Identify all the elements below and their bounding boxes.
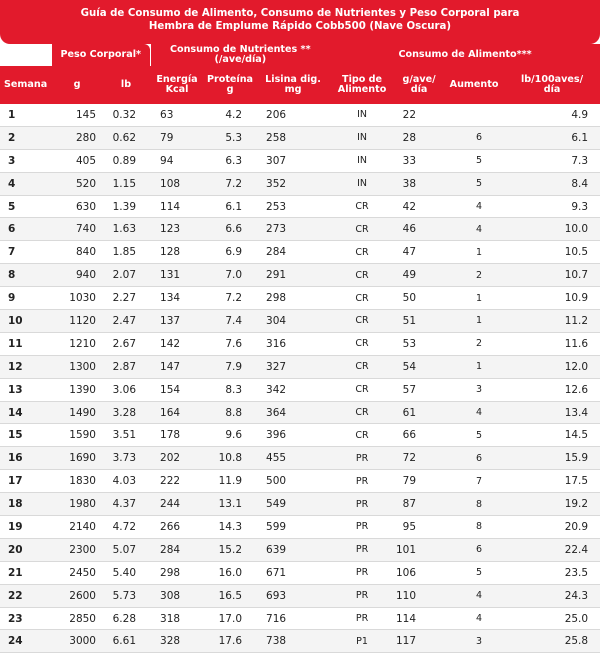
cell-peso-g: 1830 — [52, 470, 102, 493]
cell-peso-lb: 1.63 — [102, 218, 150, 241]
cell-aumento: 7 — [444, 470, 504, 493]
cell-peso-lb: 1.85 — [102, 241, 150, 264]
cell-energia: 318 — [150, 607, 204, 630]
cell-tipo-alimento: PR — [330, 584, 394, 607]
col-aumento: Aumento — [444, 66, 504, 104]
cell-energia: 123 — [150, 218, 204, 241]
cell-aumento: 5 — [444, 561, 504, 584]
cell-peso-g: 280 — [52, 126, 102, 149]
cell-tipo-alimento: PR — [330, 607, 394, 630]
cell-energia: 266 — [150, 516, 204, 539]
cell-lb-100aves-dia: 20.9 — [504, 516, 600, 539]
cell-semana: 9 — [0, 287, 52, 310]
cell-lb-100aves-dia: 19.2 — [504, 493, 600, 516]
cell-semana: 16 — [0, 447, 52, 470]
table-row — [0, 149, 600, 172]
cell-aumento: 4 — [444, 607, 504, 630]
cell-peso-lb: 4.03 — [102, 470, 150, 493]
cell-peso-g: 2850 — [52, 607, 102, 630]
cell-tipo-alimento: IN — [330, 172, 394, 195]
cell-tipo-alimento: IN — [330, 149, 394, 172]
cell-peso-lb: 3.73 — [102, 447, 150, 470]
cell-aumento: 1 — [444, 310, 504, 333]
cell-semana: 24 — [0, 630, 52, 653]
column-header-row — [0, 66, 600, 104]
cell-lb-100aves-dia: 10.5 — [504, 241, 600, 264]
cell-lb-100aves-dia: 12.0 — [504, 355, 600, 378]
cell-energia: 202 — [150, 447, 204, 470]
cell-aumento: 3 — [444, 630, 504, 653]
cell-energia: 222 — [150, 470, 204, 493]
cell-aumento: 2 — [444, 332, 504, 355]
cell-proteina: 4.2 — [204, 104, 256, 126]
cell-peso-g: 1690 — [52, 447, 102, 470]
cell-aumento: 5 — [444, 149, 504, 172]
cell-tipo-alimento: IN — [330, 104, 394, 126]
cell-aumento: 8 — [444, 516, 504, 539]
cell-aumento: 1 — [444, 241, 504, 264]
cell-lisina: 316 — [256, 332, 330, 355]
cell-g-ave-dia: 50 — [394, 287, 444, 310]
cell-peso-lb: 0.32 — [102, 104, 150, 126]
cell-energia: 284 — [150, 538, 204, 561]
cell-g-ave-dia: 54 — [394, 355, 444, 378]
cell-proteina: 7.6 — [204, 332, 256, 355]
table-row — [0, 561, 600, 584]
table-row — [0, 538, 600, 561]
cell-lisina: 396 — [256, 424, 330, 447]
table-row — [0, 332, 600, 355]
cell-lb-100aves-dia: 25.0 — [504, 607, 600, 630]
cell-lb-100aves-dia: 9.3 — [504, 195, 600, 218]
cell-g-ave-dia: 117 — [394, 630, 444, 653]
col-energia-l1: Energía — [156, 73, 198, 85]
cell-semana: 3 — [0, 149, 52, 172]
cell-g-ave-dia: 106 — [394, 561, 444, 584]
cell-peso-lb: 4.72 — [102, 516, 150, 539]
table-row — [0, 516, 600, 539]
table-row — [0, 172, 600, 195]
cell-tipo-alimento: CR — [330, 401, 394, 424]
cell-lb-100aves-dia: 11.2 — [504, 310, 600, 333]
cell-lisina: 455 — [256, 447, 330, 470]
cell-lisina: 342 — [256, 378, 330, 401]
cell-lisina: 291 — [256, 264, 330, 287]
cell-peso-g: 1030 — [52, 287, 102, 310]
cell-semana: 23 — [0, 607, 52, 630]
cell-energia: 308 — [150, 584, 204, 607]
group-consumo-nutrientes — [150, 44, 330, 66]
cell-energia: 147 — [150, 355, 204, 378]
cell-peso-lb: 5.07 — [102, 538, 150, 561]
col-lisina-l1: Lisina dig. — [265, 73, 321, 85]
cell-lisina: 738 — [256, 630, 330, 653]
cell-energia: 131 — [150, 264, 204, 287]
table-row — [0, 424, 600, 447]
feed-consumption-table — [0, 44, 600, 653]
cell-tipo-alimento: IN — [330, 126, 394, 149]
cell-peso-g: 940 — [52, 264, 102, 287]
cell-tipo-alimento: CR — [330, 378, 394, 401]
cell-semana: 5 — [0, 195, 52, 218]
cell-semana: 14 — [0, 401, 52, 424]
cell-g-ave-dia: 110 — [394, 584, 444, 607]
cell-peso-lb: 5.40 — [102, 561, 150, 584]
title-line-2: Hembra de Emplume Rápido Cobb500 (Nave Oscura) — [148, 20, 452, 32]
cell-g-ave-dia: 38 — [394, 172, 444, 195]
cell-lisina: 693 — [256, 584, 330, 607]
cell-lisina: 307 — [256, 149, 330, 172]
col-lb100-l2: día — [543, 84, 561, 95]
cell-aumento: 5 — [444, 424, 504, 447]
cell-lisina: 639 — [256, 538, 330, 561]
cell-aumento — [444, 104, 504, 126]
cell-aumento: 6 — [444, 126, 504, 149]
cell-g-ave-dia: 47 — [394, 241, 444, 264]
cell-lb-100aves-dia: 12.6 — [504, 378, 600, 401]
cell-lisina: 253 — [256, 195, 330, 218]
cell-tipo-alimento: CR — [330, 264, 394, 287]
table-row — [0, 218, 600, 241]
cell-tipo-alimento: CR — [330, 355, 394, 378]
col-gave-l2: día — [410, 84, 428, 95]
cell-lisina: 284 — [256, 241, 330, 264]
table-row — [0, 607, 600, 630]
cell-peso-g: 145 — [52, 104, 102, 126]
col-proteina-l2: g — [226, 84, 234, 95]
cell-g-ave-dia: 95 — [394, 516, 444, 539]
cell-semana: 8 — [0, 264, 52, 287]
cell-g-ave-dia: 66 — [394, 424, 444, 447]
cell-tipo-alimento: PR — [330, 470, 394, 493]
cell-peso-lb: 3.28 — [102, 401, 150, 424]
table-row — [0, 630, 600, 653]
cell-lb-100aves-dia: 11.6 — [504, 332, 600, 355]
cell-lisina: 500 — [256, 470, 330, 493]
cell-g-ave-dia: 87 — [394, 493, 444, 516]
cell-g-ave-dia: 57 — [394, 378, 444, 401]
cell-semana: 7 — [0, 241, 52, 264]
cell-aumento: 4 — [444, 584, 504, 607]
cell-energia: 128 — [150, 241, 204, 264]
cell-tipo-alimento: CR — [330, 218, 394, 241]
cell-proteina: 10.8 — [204, 447, 256, 470]
cell-aumento: 8 — [444, 493, 504, 516]
cell-peso-lb: 1.15 — [102, 172, 150, 195]
col-gave-l1: g/ave/ — [402, 73, 436, 85]
col-lisina-l2: mg — [284, 84, 302, 95]
cell-proteina: 5.3 — [204, 126, 256, 149]
cell-g-ave-dia: 33 — [394, 149, 444, 172]
cell-peso-g: 630 — [52, 195, 102, 218]
cell-tipo-alimento: CR — [330, 332, 394, 355]
cell-lb-100aves-dia: 10.7 — [504, 264, 600, 287]
cell-proteina: 17.6 — [204, 630, 256, 653]
cell-tipo-alimento: CR — [330, 424, 394, 447]
cell-lb-100aves-dia: 4.9 — [504, 104, 600, 126]
cell-lb-100aves-dia: 25.8 — [504, 630, 600, 653]
cell-proteina: 7.2 — [204, 172, 256, 195]
cell-energia: 328 — [150, 630, 204, 653]
col-semana: Semana — [0, 66, 52, 104]
cell-energia: 178 — [150, 424, 204, 447]
col-g-ave-dia — [394, 66, 444, 104]
col-lisina — [256, 66, 330, 104]
cell-aumento: 6 — [444, 538, 504, 561]
cell-proteina: 16.0 — [204, 561, 256, 584]
cell-peso-lb: 6.61 — [102, 630, 150, 653]
cell-peso-g: 1490 — [52, 401, 102, 424]
cell-peso-g: 1120 — [52, 310, 102, 333]
cell-lb-100aves-dia: 10.0 — [504, 218, 600, 241]
cell-tipo-alimento: PR — [330, 538, 394, 561]
cell-peso-lb: 5.73 — [102, 584, 150, 607]
col-proteina — [204, 66, 256, 104]
cell-peso-g: 520 — [52, 172, 102, 195]
cell-peso-lb: 2.07 — [102, 264, 150, 287]
cell-tipo-alimento: PR — [330, 493, 394, 516]
cell-peso-lb: 2.27 — [102, 287, 150, 310]
table-row — [0, 241, 600, 264]
table-row — [0, 584, 600, 607]
group-consumo-alimento: Consumo de Alimento*** — [330, 44, 600, 66]
cell-proteina: 7.4 — [204, 310, 256, 333]
cell-energia: 137 — [150, 310, 204, 333]
cell-aumento: 4 — [444, 195, 504, 218]
cell-g-ave-dia: 53 — [394, 332, 444, 355]
cell-peso-g: 405 — [52, 149, 102, 172]
cell-proteina: 7.9 — [204, 355, 256, 378]
cell-proteina: 9.6 — [204, 424, 256, 447]
cell-g-ave-dia: 46 — [394, 218, 444, 241]
table-row — [0, 401, 600, 424]
cell-lb-100aves-dia: 13.4 — [504, 401, 600, 424]
cell-peso-lb: 6.28 — [102, 607, 150, 630]
cell-lisina: 716 — [256, 607, 330, 630]
cell-proteina: 6.3 — [204, 149, 256, 172]
col-energia — [150, 66, 204, 104]
cell-semana: 18 — [0, 493, 52, 516]
col-energia-l2: Kcal — [165, 84, 189, 95]
table-row — [0, 195, 600, 218]
cell-lb-100aves-dia: 15.9 — [504, 447, 600, 470]
cell-peso-g: 1590 — [52, 424, 102, 447]
cell-peso-lb: 3.51 — [102, 424, 150, 447]
cell-lisina: 258 — [256, 126, 330, 149]
title-line-1: Guía de Consumo de Alimento, Consumo de Nutrientes y Peso Corporal para — [80, 8, 520, 19]
cell-lb-100aves-dia: 17.5 — [504, 470, 600, 493]
cell-lisina: 298 — [256, 287, 330, 310]
cell-peso-lb: 2.47 — [102, 310, 150, 333]
cell-lb-100aves-dia: 10.9 — [504, 287, 600, 310]
cell-aumento: 6 — [444, 447, 504, 470]
cell-lisina: 549 — [256, 493, 330, 516]
cell-energia: 94 — [150, 149, 204, 172]
table-title — [0, 0, 600, 44]
cell-semana: 17 — [0, 470, 52, 493]
cell-g-ave-dia: 28 — [394, 126, 444, 149]
cell-peso-g: 2300 — [52, 538, 102, 561]
group-header-spacer — [0, 44, 52, 66]
cell-peso-g: 2450 — [52, 561, 102, 584]
cell-semana: 11 — [0, 332, 52, 355]
group-peso-corporal: Peso Corporal* — [52, 44, 150, 66]
cell-proteina: 17.0 — [204, 607, 256, 630]
cell-energia: 154 — [150, 378, 204, 401]
cell-lb-100aves-dia: 6.1 — [504, 126, 600, 149]
table-row — [0, 470, 600, 493]
cell-peso-g: 740 — [52, 218, 102, 241]
table-row — [0, 493, 600, 516]
col-proteina-l1: Proteína — [206, 73, 254, 85]
cell-lb-100aves-dia: 7.3 — [504, 149, 600, 172]
cell-tipo-alimento: CR — [330, 195, 394, 218]
cell-aumento: 4 — [444, 218, 504, 241]
cell-lisina: 599 — [256, 516, 330, 539]
cell-peso-g: 1210 — [52, 332, 102, 355]
col-tipo-alimento — [330, 66, 394, 104]
cell-g-ave-dia: 101 — [394, 538, 444, 561]
cell-proteina: 8.3 — [204, 378, 256, 401]
cell-energia: 108 — [150, 172, 204, 195]
cell-lb-100aves-dia: 8.4 — [504, 172, 600, 195]
table-row — [0, 378, 600, 401]
table-row — [0, 287, 600, 310]
cell-lb-100aves-dia: 24.3 — [504, 584, 600, 607]
cell-tipo-alimento: CR — [330, 241, 394, 264]
cell-energia: 244 — [150, 493, 204, 516]
cell-lb-100aves-dia: 14.5 — [504, 424, 600, 447]
table-row — [0, 104, 600, 126]
cell-proteina: 6.9 — [204, 241, 256, 264]
cell-peso-g: 1980 — [52, 493, 102, 516]
cell-semana: 12 — [0, 355, 52, 378]
cell-aumento: 1 — [444, 355, 504, 378]
cell-energia: 142 — [150, 332, 204, 355]
cell-peso-lb: 1.39 — [102, 195, 150, 218]
cell-tipo-alimento: CR — [330, 287, 394, 310]
cell-tipo-alimento: PR — [330, 561, 394, 584]
cell-semana: 13 — [0, 378, 52, 401]
cell-energia: 164 — [150, 401, 204, 424]
cell-semana: 6 — [0, 218, 52, 241]
group-header-row — [0, 44, 600, 66]
cell-semana: 10 — [0, 310, 52, 333]
cell-g-ave-dia: 61 — [394, 401, 444, 424]
cell-proteina: 7.0 — [204, 264, 256, 287]
cell-semana: 19 — [0, 516, 52, 539]
cell-energia: 63 — [150, 104, 204, 126]
cell-peso-g: 3000 — [52, 630, 102, 653]
cell-g-ave-dia: 114 — [394, 607, 444, 630]
cell-lb-100aves-dia: 22.4 — [504, 538, 600, 561]
cell-tipo-alimento: CR — [330, 310, 394, 333]
cell-peso-lb: 0.89 — [102, 149, 150, 172]
cell-proteina: 6.6 — [204, 218, 256, 241]
table-row — [0, 126, 600, 149]
col-lb-100aves-dia — [504, 66, 600, 104]
cell-semana: 22 — [0, 584, 52, 607]
cell-g-ave-dia: 72 — [394, 447, 444, 470]
cell-energia: 134 — [150, 287, 204, 310]
cell-lisina: 304 — [256, 310, 330, 333]
cell-g-ave-dia: 42 — [394, 195, 444, 218]
cell-semana: 20 — [0, 538, 52, 561]
cell-tipo-alimento: PR — [330, 516, 394, 539]
group-nutri-line-2: (/ave/día) — [214, 54, 267, 65]
cell-g-ave-dia: 49 — [394, 264, 444, 287]
cell-lisina: 671 — [256, 561, 330, 584]
cell-g-ave-dia: 22 — [394, 104, 444, 126]
cell-peso-g: 840 — [52, 241, 102, 264]
cell-peso-lb: 3.06 — [102, 378, 150, 401]
cell-lisina: 206 — [256, 104, 330, 126]
cell-lisina: 273 — [256, 218, 330, 241]
cell-proteina: 16.5 — [204, 584, 256, 607]
cell-lb-100aves-dia: 23.5 — [504, 561, 600, 584]
table-row — [0, 310, 600, 333]
cell-semana: 4 — [0, 172, 52, 195]
col-lb100-l1: lb/100aves/ — [520, 73, 584, 85]
cell-tipo-alimento: P1 — [330, 630, 394, 653]
cell-aumento: 1 — [444, 287, 504, 310]
col-tipo-l2: Alimento — [337, 84, 387, 95]
col-lb: lb — [102, 66, 150, 104]
cell-peso-lb: 4.37 — [102, 493, 150, 516]
table-body — [0, 104, 600, 653]
cell-g-ave-dia: 79 — [394, 470, 444, 493]
cell-semana: 15 — [0, 424, 52, 447]
cell-lisina: 352 — [256, 172, 330, 195]
cell-lisina: 364 — [256, 401, 330, 424]
cell-peso-g: 2600 — [52, 584, 102, 607]
cell-energia: 298 — [150, 561, 204, 584]
cell-proteina: 14.3 — [204, 516, 256, 539]
cell-aumento: 2 — [444, 264, 504, 287]
cell-proteina: 8.8 — [204, 401, 256, 424]
col-g: g — [52, 66, 102, 104]
cell-peso-lb: 2.67 — [102, 332, 150, 355]
col-tipo-l1: Tipo de — [342, 73, 383, 85]
cell-proteina: 7.2 — [204, 287, 256, 310]
table-row — [0, 447, 600, 470]
cell-semana: 21 — [0, 561, 52, 584]
cell-proteina: 13.1 — [204, 493, 256, 516]
cell-peso-g: 2140 — [52, 516, 102, 539]
cell-semana: 1 — [0, 104, 52, 126]
cell-proteina: 11.9 — [204, 470, 256, 493]
cell-peso-lb: 2.87 — [102, 355, 150, 378]
cell-peso-g: 1300 — [52, 355, 102, 378]
table-row — [0, 355, 600, 378]
cell-energia: 114 — [150, 195, 204, 218]
cell-g-ave-dia: 51 — [394, 310, 444, 333]
cell-tipo-alimento: PR — [330, 447, 394, 470]
table-row — [0, 264, 600, 287]
cell-aumento: 5 — [444, 172, 504, 195]
cell-proteina: 6.1 — [204, 195, 256, 218]
cell-lisina: 327 — [256, 355, 330, 378]
cell-peso-g: 1390 — [52, 378, 102, 401]
cell-semana: 2 — [0, 126, 52, 149]
cell-aumento: 4 — [444, 401, 504, 424]
group-nutri-line-1: Consumo de Nutrientes ** — [169, 43, 311, 55]
cell-aumento: 3 — [444, 378, 504, 401]
cell-energia: 79 — [150, 126, 204, 149]
cell-peso-lb: 0.62 — [102, 126, 150, 149]
cell-proteina: 15.2 — [204, 538, 256, 561]
